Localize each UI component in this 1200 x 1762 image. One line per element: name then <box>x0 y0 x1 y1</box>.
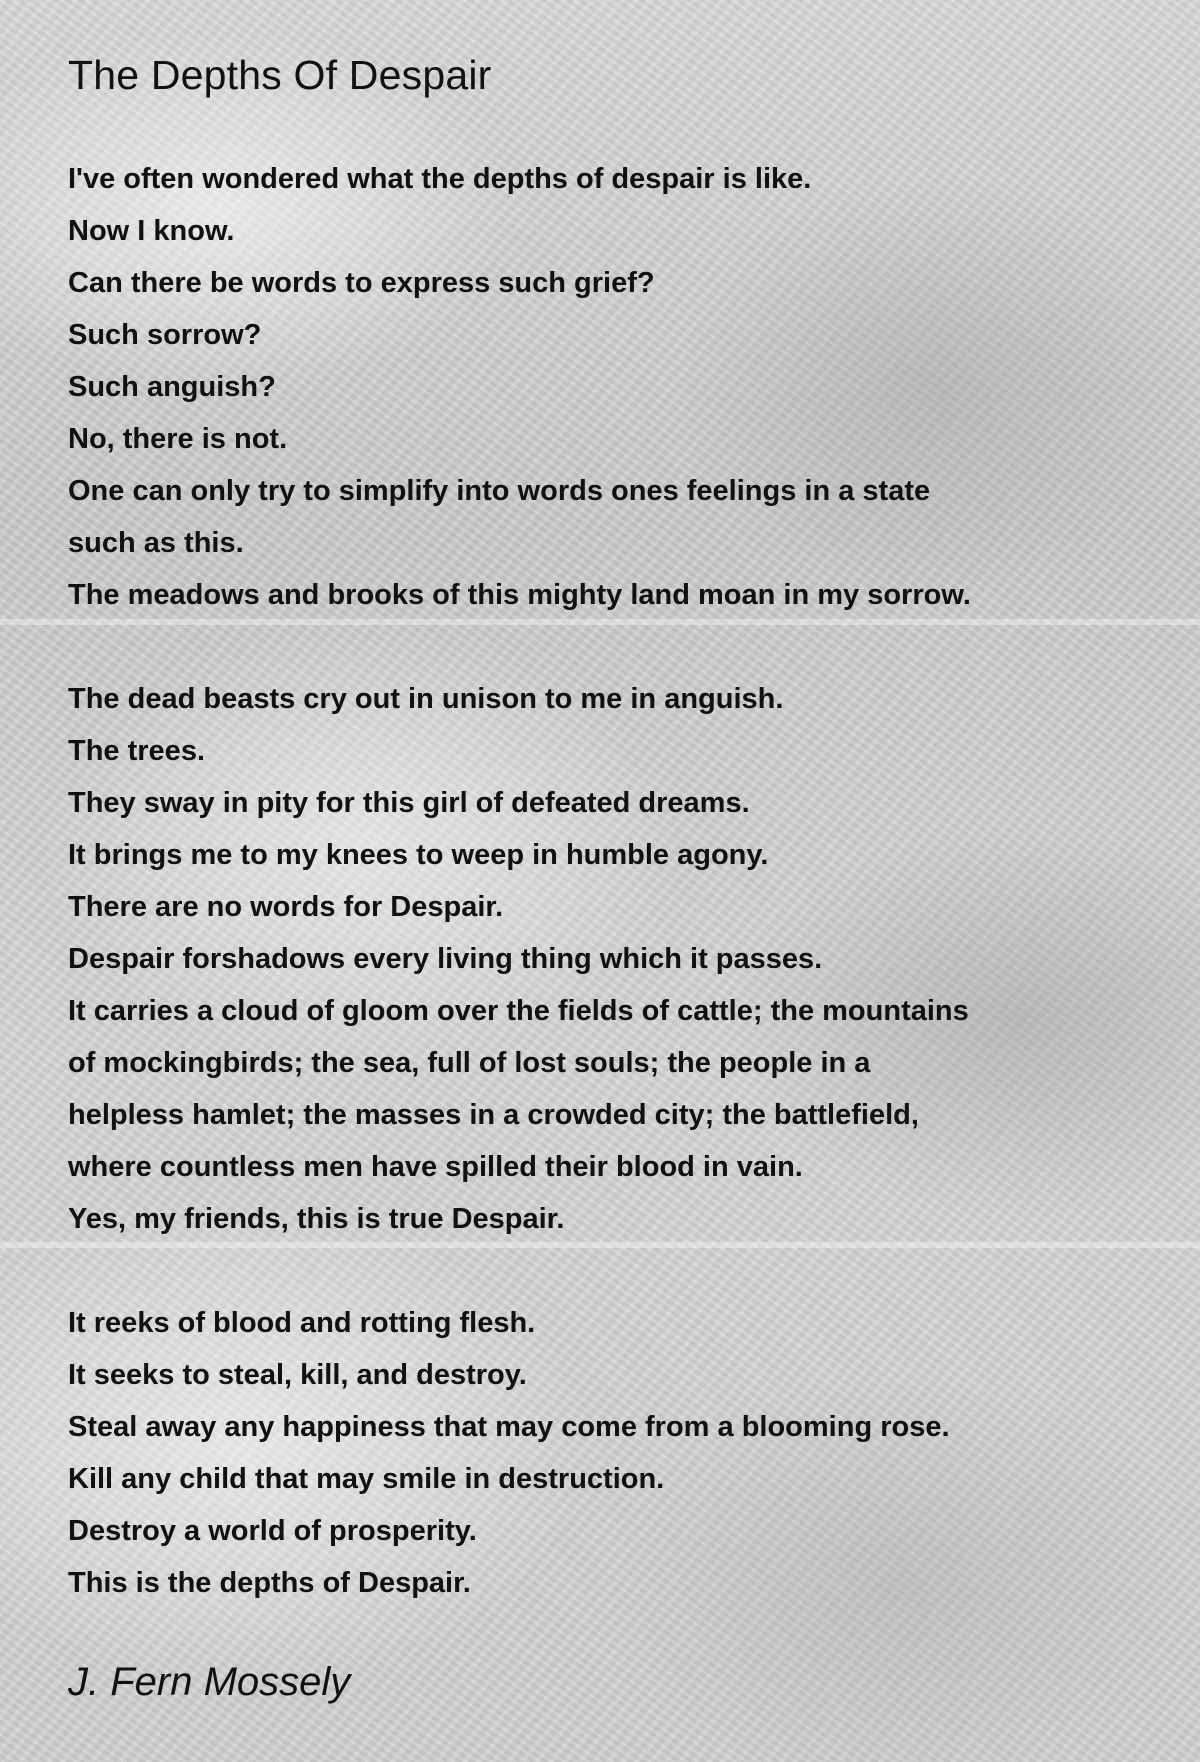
poem-line: Such anguish? <box>68 371 276 403</box>
poem-line: No, there is not. <box>68 423 288 455</box>
poem-line: helpless hamlet; the masses in a crowded city; the battlefield, <box>68 1099 919 1131</box>
stanza-3 <box>68 1297 1128 1609</box>
poem-line: It reeks of blood and rotting flesh. <box>68 1307 536 1339</box>
poem-line: The dead beasts cry out in unison to me in anguish. <box>68 683 784 715</box>
poem-line: where countless men have spilled their blood in vain. <box>68 1151 803 1183</box>
poem-line: There are no words for Despair. <box>68 891 504 923</box>
poem-line: Steal away any happiness that may come from a blooming rose. <box>68 1411 950 1443</box>
poem-line: It seeks to steal, kill, and destroy. <box>68 1359 527 1391</box>
poem-line: It carries a cloud of gloom over the fields of cattle; the mountains <box>68 995 969 1027</box>
poem-line: They sway in pity for this girl of defeated dreams. <box>68 787 750 819</box>
poem-title: The Depths Of Despair <box>68 52 492 98</box>
poem-line: It brings me to my knees to weep in humble agony. <box>68 839 769 871</box>
poem-line: Despair forshadows every living thing which it passes. <box>68 943 823 975</box>
poem-line: The meadows and brooks of this mighty land moan in my sorrow. <box>68 579 971 611</box>
poem-author: J. Fern Mossely <box>68 1660 351 1704</box>
stanza-1 <box>68 153 1128 621</box>
poem-line: Destroy a world of prosperity. <box>68 1515 477 1547</box>
poem-line: such as this. <box>68 527 244 559</box>
poem-line: Kill any child that may smile in destruction. <box>68 1463 665 1495</box>
poem-line: One can only try to simplify into words ones feelings in a state <box>68 475 931 507</box>
poem-line: of mockingbirds; the sea, full of lost souls; the people in a <box>68 1047 871 1079</box>
poem-line: Such sorrow? <box>68 319 262 351</box>
poem-line: Can there be words to express such grief? <box>68 267 655 299</box>
poem-line: Yes, my friends, this is true Despair. <box>68 1203 565 1235</box>
poem-line: I've often wondered what the depths of despair is like. <box>68 163 812 195</box>
stanza-2 <box>68 673 1128 1245</box>
poem-line: This is the depths of Despair. <box>68 1567 471 1599</box>
poem-line: The trees. <box>68 735 205 767</box>
poem-line: Now I know. <box>68 215 235 247</box>
